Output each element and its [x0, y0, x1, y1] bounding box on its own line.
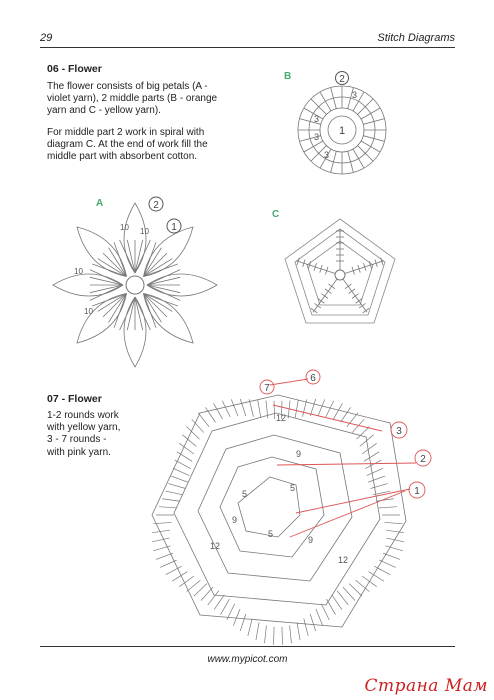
stitch-mark	[362, 576, 377, 587]
watermark-logo: Страна Мам	[364, 676, 488, 696]
stitch-mark	[357, 427, 370, 440]
page-footer	[40, 646, 455, 665]
stitch-mark	[290, 625, 292, 643]
stitch-mark	[358, 99, 374, 115]
stitch-mark	[127, 240, 135, 273]
stitch-mark	[352, 294, 358, 299]
stitch-mark	[135, 240, 143, 273]
round-label: 3	[314, 114, 320, 124]
stitch-mark	[152, 538, 170, 542]
stitch-mark	[311, 308, 317, 313]
text-line: middle part with absorbent cotton.	[47, 151, 198, 163]
round-label: 3	[352, 90, 358, 100]
section-07-text	[47, 410, 120, 459]
stitch-mark	[194, 584, 207, 597]
stitch-mark	[361, 108, 380, 119]
diagram-c	[280, 215, 400, 330]
stitch-mark	[90, 270, 123, 285]
stitch-mark	[214, 595, 224, 610]
stitch-mark	[296, 261, 335, 274]
diagram-c-label: C	[272, 209, 280, 220]
stitch-mark	[248, 619, 252, 636]
stitch-mark	[325, 289, 331, 294]
stitch-mark	[295, 400, 298, 418]
text-line: violet yarn), 2 middle parts (B - orange	[47, 93, 218, 105]
stitch-mark	[249, 399, 253, 416]
stitch-mark	[233, 609, 240, 626]
stitch-mark	[384, 522, 402, 523]
stitch-mark	[349, 289, 355, 294]
text-line: yarn and C - yellow yarn).	[47, 105, 161, 117]
text-line: 1-2 rounds work	[47, 410, 119, 421]
text-line: For middle part 2 work in spiral with	[47, 127, 205, 138]
stitch-mark	[386, 530, 404, 533]
count-label: 5	[290, 483, 296, 493]
stitch-mark	[348, 151, 354, 172]
round-label: 3	[314, 132, 320, 142]
stitch-mark	[374, 566, 390, 574]
stitch-mark	[332, 595, 342, 610]
stitch-mark	[273, 627, 274, 645]
stitch-mark	[360, 435, 374, 447]
petal-count: 10	[74, 267, 83, 276]
stitch-mark	[147, 285, 180, 300]
stitch-mark	[362, 443, 377, 454]
stitch-mark	[329, 284, 335, 289]
stitch-mark	[258, 400, 261, 418]
stitch-mark	[361, 141, 380, 152]
stitch-mark	[152, 530, 170, 533]
stitch-mark	[147, 277, 180, 285]
footer-url: www.mypicot.com	[207, 654, 288, 665]
petal-count: 10	[140, 227, 149, 236]
stitch-mark	[214, 403, 223, 419]
stitch-mark	[304, 141, 323, 152]
stitch-mark	[363, 119, 384, 125]
section-06-para-1	[47, 81, 217, 118]
stitch-mark	[365, 460, 381, 468]
section-06-para-2	[47, 127, 208, 164]
text-line: The flower consists of big petals (A -	[47, 81, 208, 92]
count-label: 5	[242, 489, 248, 499]
count-label: 12	[338, 555, 349, 565]
header-rule	[40, 47, 455, 48]
stitch-mark	[282, 627, 283, 645]
stitch-mark	[352, 419, 364, 432]
round-label: 3	[324, 150, 330, 160]
stitch-mark	[165, 491, 183, 495]
stitch-mark	[327, 599, 336, 615]
count-label: 9	[308, 535, 314, 545]
stitch-mark	[120, 297, 135, 330]
stitch-mark	[367, 468, 383, 475]
stitch-mark	[162, 499, 180, 502]
petal-count: 10	[84, 307, 93, 316]
stitch-mark	[173, 468, 189, 475]
stitch-mark	[198, 413, 209, 427]
count-label: 9	[232, 515, 238, 525]
stitch-mark	[321, 604, 329, 620]
round-label: 1	[414, 486, 420, 497]
diagram-a	[40, 190, 240, 380]
stitch-mark	[220, 599, 229, 615]
text-line: with pink yarn.	[47, 446, 111, 458]
stitch-mark	[345, 284, 351, 289]
round-label: 3	[396, 426, 402, 437]
count-label: 9	[296, 449, 302, 459]
stitch-mark	[222, 401, 230, 417]
stitch-mark	[147, 270, 180, 285]
stitch-mark	[331, 151, 337, 172]
stitch-mark	[187, 580, 201, 592]
stitch-mark	[364, 452, 379, 462]
stitch-mark	[231, 399, 238, 416]
round-label: 6	[310, 373, 316, 384]
stitch-mark	[304, 619, 308, 636]
round-label: 1	[171, 222, 177, 233]
stitch-mark	[321, 294, 327, 299]
stitch-mark	[383, 553, 400, 559]
stitch-mark	[135, 240, 150, 273]
round-label: 2	[153, 200, 159, 211]
stitch-mark	[345, 261, 384, 274]
stitch-mark	[166, 566, 182, 574]
stitch-mark	[363, 308, 369, 313]
stitch-mark	[90, 285, 123, 300]
stitch-mark	[349, 584, 362, 597]
page-number: 29	[40, 32, 53, 44]
stitch-mark	[127, 297, 135, 330]
section-06-title: 06 - Flower	[47, 63, 102, 75]
stitch-mark	[316, 609, 323, 626]
petal-count: 10	[120, 223, 129, 232]
stitch-mark	[337, 591, 348, 605]
stitch-mark	[318, 399, 325, 416]
stitch-mark	[147, 285, 180, 293]
stitch-mark	[288, 401, 290, 419]
stitch-mark	[311, 99, 327, 115]
stitch-mark	[274, 401, 275, 419]
stitch-mark	[379, 507, 397, 508]
round-label: 1	[338, 125, 346, 137]
stitch-mark	[240, 399, 246, 416]
round-label: 2	[339, 74, 345, 85]
stitch-mark	[265, 625, 267, 643]
section-07-title: 07 - Flower	[47, 393, 102, 405]
text-line: 3 - 7 rounds -	[47, 434, 107, 446]
count-label: 5	[268, 529, 274, 539]
stitch-mark	[156, 553, 173, 559]
count-label: 12	[276, 413, 287, 423]
footer-rule	[40, 646, 455, 647]
stitch-mark	[201, 587, 213, 600]
diagram-07	[120, 365, 450, 645]
stitch-mark	[120, 240, 135, 273]
stitch-mark	[297, 622, 300, 640]
stitch-mark	[90, 277, 123, 285]
stitch-mark	[310, 399, 316, 416]
diagram-b-label: B	[284, 71, 292, 82]
diagram-a-label: A	[96, 198, 104, 209]
stitch-mark	[368, 476, 385, 482]
stitch-mark	[179, 576, 194, 587]
stitch-mark	[343, 587, 355, 600]
stitch-mark	[370, 484, 387, 489]
stitch-mark	[353, 149, 364, 168]
round-label: 7	[264, 383, 270, 394]
text-line: with yellow yarn,	[47, 422, 121, 434]
diagram-b	[290, 68, 400, 188]
round-label: 2	[420, 454, 426, 465]
stitch-mark	[341, 407, 351, 422]
stitch-mark	[168, 484, 185, 489]
stitch-mark	[135, 297, 143, 330]
stitch-mark	[320, 92, 331, 111]
stitch-mark	[171, 476, 188, 482]
stitch-mark	[358, 146, 374, 162]
stitch-mark	[379, 560, 395, 567]
page-header	[40, 30, 455, 48]
stitch-mark	[256, 622, 259, 640]
text-line: diagram C. At the end of work fill the	[47, 139, 208, 151]
count-label: 12	[210, 541, 221, 551]
header-title: Stitch Diagrams	[377, 32, 455, 44]
stitch-mark	[135, 297, 150, 330]
stitch-mark	[331, 87, 337, 108]
stitch-mark	[90, 285, 123, 293]
stitch-mark	[310, 614, 316, 631]
stitch-mark	[363, 136, 384, 142]
stitch-mark	[160, 560, 176, 567]
stitch-mark	[240, 614, 246, 631]
stitch-mark	[159, 507, 177, 508]
stitch-mark	[175, 460, 191, 468]
